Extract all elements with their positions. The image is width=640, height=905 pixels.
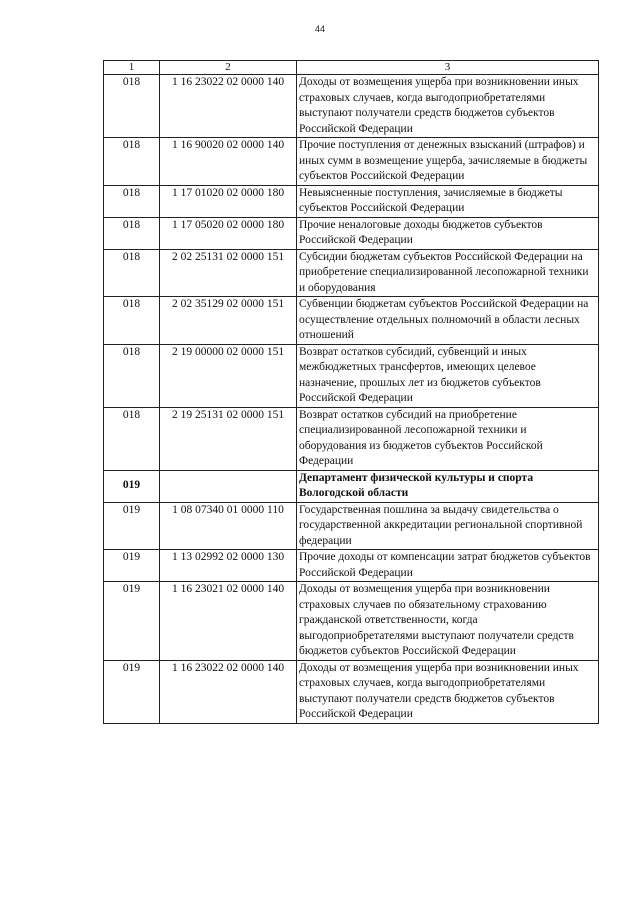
- department-row: [104, 470, 599, 502]
- revenue-name-cell: Доходы от возмещения ущерба при возникновении иных страховых случаев, когда выгодоприобретателями выступают получатели средств бюджетов субъектов Российской Федерации: [297, 75, 599, 138]
- revenue-name-cell: Государственная пошлина за выдачу свидетельства о государственной аккредитации региональной спортивной федерации: [297, 502, 599, 550]
- admin-code-cell: 019: [104, 582, 160, 661]
- column-header-1: 1: [104, 61, 160, 75]
- table-row: [104, 138, 599, 186]
- admin-code-cell: 019: [104, 550, 160, 582]
- admin-code-cell: 018: [104, 138, 160, 186]
- budget-classification-code-cell: 1 17 01020 02 0000 180: [160, 185, 297, 217]
- header-row: [104, 61, 599, 75]
- column-header-2: 2: [160, 61, 297, 75]
- table-row: [104, 407, 599, 470]
- budget-classification-code-cell: 1 16 23021 02 0000 140: [160, 582, 297, 661]
- admin-code-cell: 018: [104, 185, 160, 217]
- table-row: [104, 502, 599, 550]
- admin-code-cell: 018: [104, 75, 160, 138]
- table-body: [104, 75, 599, 724]
- budget-classification-code-cell: 2 19 25131 02 0000 151: [160, 407, 297, 470]
- revenue-name-cell: Возврат остатков субсидий на приобретение специализированной лесопожарной техники и оборудования из бюджетов субъектов Российской Федерации: [297, 407, 599, 470]
- budget-classification-code-cell: 1 17 05020 02 0000 180: [160, 217, 297, 249]
- budget-classification-code-cell: 2 02 35129 02 0000 151: [160, 297, 297, 345]
- table-row: [104, 344, 599, 407]
- budget-classification-code-cell: [160, 470, 297, 502]
- revenue-name-cell: Доходы от возмещения ущерба при возникновении иных страховых случаев, когда выгодоприобретателями выступают получатели средств бюджетов субъектов Российской Федерации: [297, 660, 599, 723]
- table-row: [104, 249, 599, 297]
- admin-code-cell: 018: [104, 249, 160, 297]
- budget-classification-code-cell: 1 08 07340 01 0000 110: [160, 502, 297, 550]
- budget-classification-code-cell: 1 16 90020 02 0000 140: [160, 138, 297, 186]
- budget-classification-code-cell: 1 16 23022 02 0000 140: [160, 660, 297, 723]
- revenue-name-cell: Невыясненные поступления, зачисляемые в бюджеты субъектов Российской Федерации: [297, 185, 599, 217]
- table-header: [104, 61, 599, 75]
- revenue-name-cell: Субсидии бюджетам субъектов Российской Федерации на приобретение специализированной лесопожарной техники и оборудования: [297, 249, 599, 297]
- column-header-3: 3: [297, 61, 599, 75]
- department-name-cell: Департамент физической культуры и спорта Вологодской области: [297, 470, 599, 502]
- budget-classification-code-cell: 2 19 00000 02 0000 151: [160, 344, 297, 407]
- revenue-name-cell: Прочие неналоговые доходы бюджетов субъектов Российской Федерации: [297, 217, 599, 249]
- revenue-name-cell: Прочие поступления от денежных взысканий (штрафов) и иных сумм в возмещение ущерба, зачисляемые в бюджеты субъектов Российской Федерации: [297, 138, 599, 186]
- admin-code-cell: 018: [104, 344, 160, 407]
- budget-classification-code-cell: 2 02 25131 02 0000 151: [160, 249, 297, 297]
- table-row: [104, 217, 599, 249]
- table-row: [104, 550, 599, 582]
- budget-classification-code-cell: 1 16 23022 02 0000 140: [160, 75, 297, 138]
- budget-classification-code-cell: 1 13 02992 02 0000 130: [160, 550, 297, 582]
- revenue-name-cell: Доходы от возмещения ущерба при возникновении страховых случаев по обязательному страхованию гражданской ответственности, когда выгодоприобретателями выступают получатели средств бюджетов субъектов Российской Федерации: [297, 582, 599, 661]
- admin-code-cell: 018: [104, 407, 160, 470]
- admin-code-cell: 018: [104, 217, 160, 249]
- table-row: [104, 75, 599, 138]
- admin-code-cell: 019: [104, 660, 160, 723]
- table-row: [104, 185, 599, 217]
- table-row: [104, 660, 599, 723]
- revenue-codes-table: [103, 60, 599, 724]
- table-row: [104, 297, 599, 345]
- revenue-name-cell: Возврат остатков субсидий, субвенций и иных межбюджетных трансфертов, имеющих целевое назначение, прошлых лет из бюджетов субъектов Российской Федерации: [297, 344, 599, 407]
- revenue-name-cell: Прочие доходы от компенсации затрат бюджетов субъектов Российской Федерации: [297, 550, 599, 582]
- revenue-name-cell: Субвенции бюджетам субъектов Российской Федерации на осуществление отдельных полномочий в области лесных отношений: [297, 297, 599, 345]
- page-number: 44: [314, 24, 325, 34]
- table-row: [104, 582, 599, 661]
- admin-code-cell: 019: [104, 502, 160, 550]
- admin-code-cell: 018: [104, 297, 160, 345]
- admin-code-cell: 019: [104, 470, 160, 502]
